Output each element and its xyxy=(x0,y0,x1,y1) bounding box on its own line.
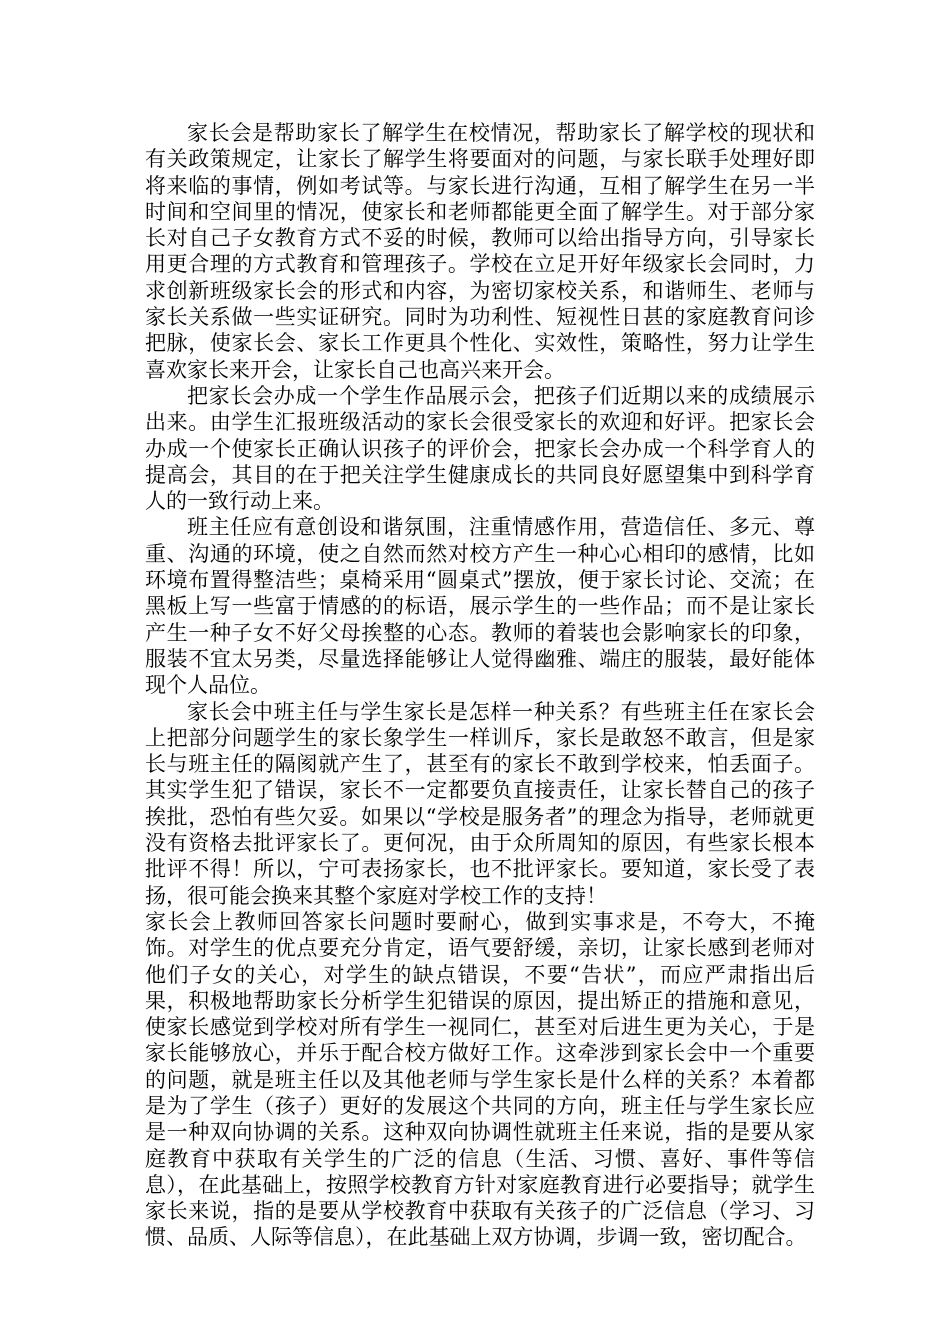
document-body xyxy=(145,120,815,1251)
paragraph-3: 班主任应有意创设和谐氛围，注重情感作用，营造信任、多元、尊重、沟通的环境，使之自然而然对校方产生一种心心相印的感情，比如环境布置得整洁些；桌椅采用“圆桌式”摆放，便于家长讨论、交流；在黑板上写一些富于情感的的标语，展示学生的一些作品；而不是让家长产生一种子女不好父母挨整的心态。教师的着装也会影响家长的印象，服装不宜太另类，尽量选择能够让人觉得幽雅、端庄的服装，最好能体现个人品位。 xyxy=(145,515,815,698)
paragraph-2: 把家长会办成一个学生作品展示会，把孩子们近期以来的成绩展示出来。由学生汇报班级活动的家长会很受家长的欢迎和好评。把家长会办成一个使家长正确认识孩子的评价会，把家长会办成一个科学育人的提高会，其目的在于把关注学生健康成长的共同良好愿望集中到科学育人的一致行动上来。 xyxy=(145,383,815,514)
paragraph-4: 家长会中班主任与学生家长是怎样一种关系？有些班主任在家长会上把部分问题学生的家长象学生一样训斥，家长是敢怒不敢言，但是家长与班主任的隔阂就产生了，甚至有的家长不敢到学校来，怕丢面子。其实学生犯了错误，家长不一定都要负直接责任，让家长替自己的孩子挨批，恐怕有些欠妥。如果以“学校是服务者”的理念为指导，老师就更没有资格去批评家长了。更何况，由于众所周知的原因，有些家长根本批评不得！所以，宁可表扬家长，也不批评家长。要知道，家长受了表扬，很可能会换来其整个家庭对学校工作的支持！ xyxy=(145,699,815,908)
paragraph-1: 家长会是帮助家长了解学生在校情况，帮助家长了解学校的现状和有关政策规定，让家长了解学生将要面对的问题，与家长联手处理好即将来临的事情，例如考试等。与家长进行沟通，互相了解学生在另一半时间和空间里的情况，使家长和老师都能更全面了解学生。对于部分家长对自己子女教育方式不妥的时候，教师可以给出指导方向，引导家长用更合理的方式教育和管理孩子。学校在立足开好年级家长会同时，力求创新班级家长会的形式和内容，为密切家校关系，和谐师生、老师与家长关系做一些实证研究。同时为功利性、短视性日甚的家庭教育问诊把脉，使家长会、家长工作更具个性化、实效性，策略性，努力让学生喜欢家长来开会，让家长自己也高兴来开会。 xyxy=(145,121,815,382)
paragraph-5: 家长会上教师回答家长问题时要耐心，做到实事求是，不夸大，不掩饰。对学生的优点要充分肯定，语气要舒缓，亲切，让家长感到老师对他们子女的关心，对学生的缺点错误，不要“告状”，而应严肃指出后果，积极地帮助家长分析学生犯错误的原因，提出矫正的措施和意见，使家长感觉到学校对所有学生一视同仁，甚至对后进生更为关心，于是家长能够放心，并乐于配合校方做好工作。这牵涉到家长会中一个重要的问题，就是班主任以及其他老师与学生家长是什么样的关系？本着都是为了学生（孩子）更好的发展这个共同的方向，班主任与学生家长应是一种双向协调的关系。这种双向协调性就班主任来说，指的是要从家庭教育中获取有关学生的广泛的信息（生活、习惯、喜好、事件等信息），在此基础上，按照学校教育方针对家庭教育进行必要指导；就学生家长来说，指的是要从学校教育中获取有关孩子的广泛信息（学习、习惯、品质、人际等信息），在此基础上双方协调，步调一致，密切配合。 xyxy=(145,909,815,1250)
